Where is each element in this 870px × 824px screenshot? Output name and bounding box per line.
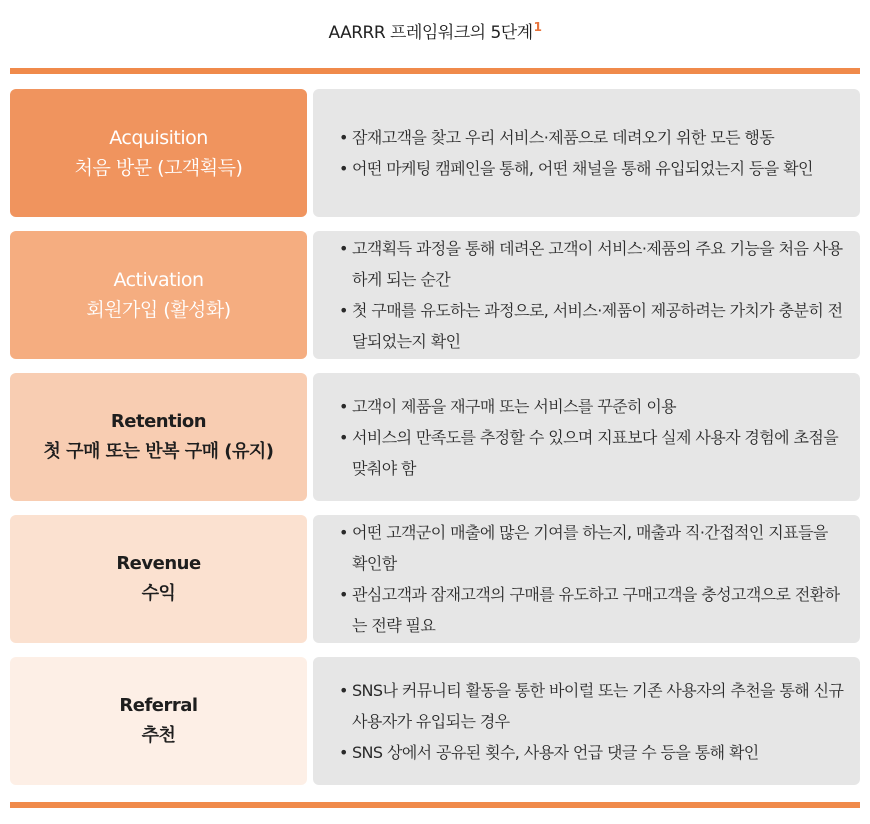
title-text: AARRR 프레임워크의 5단계	[328, 23, 533, 43]
stage-description-box	[313, 657, 860, 785]
stage-row-retention	[10, 373, 860, 501]
stage-row-acquisition	[10, 89, 860, 217]
stage-bullet: • 관심고객과 잠재고객의 구매를 유도하고 구매고객을 충성고객으로 전환하는 전략 필요	[339, 579, 844, 641]
stage-label-box	[10, 515, 307, 643]
stage-name-ko: 처음 방문 (고객획득)	[74, 157, 243, 179]
stage-label-box	[10, 89, 307, 217]
stage-bullet: • 첫 구매를 유도하는 과정으로, 서비스·제품이 제공하려는 가치가 충분히 전달되었는지 확인	[339, 295, 844, 357]
stage-label-box	[10, 657, 307, 785]
stage-name-en: Acquisition	[109, 127, 208, 149]
stage-row-activation	[10, 231, 860, 359]
stage-bullet: • 어떤 고객군이 매출에 많은 기여를 하는지, 매출과 직·간접적인 지표들을 확인함	[339, 517, 844, 579]
stage-description-box	[313, 89, 860, 217]
stage-bullet: • SNS나 커뮤니티 활동을 통한 바이럴 또는 기존 사용자의 추천을 통해 신규 사용자가 유입되는 경우	[339, 675, 844, 737]
stage-name-en: Activation	[113, 269, 204, 291]
stage-name-ko: 추천	[141, 725, 176, 746]
stage-name-en: Referral	[119, 695, 198, 716]
title-footnote-mark: 1	[533, 20, 542, 35]
stage-description-box	[313, 373, 860, 501]
stage-label-box	[10, 373, 307, 501]
stage-bullet: • 고객이 제품을 재구매 또는 서비스를 꾸준히 이용	[339, 391, 844, 422]
stage-name-en: Revenue	[116, 553, 201, 574]
stage-description-box	[313, 231, 860, 359]
stage-name-ko: 회원가입 (활성화)	[86, 299, 231, 321]
stage-label-box	[10, 231, 307, 359]
stage-row-revenue	[10, 515, 860, 643]
stage-bullet: • 잠재고객을 찾고 우리 서비스·제품으로 데려오기 위한 모든 행동	[339, 122, 844, 153]
stage-name-ko: 수익	[141, 583, 176, 604]
top-divider	[10, 68, 860, 74]
stage-bullet: • 서비스의 만족도를 추정할 수 있으며 지표보다 실제 사용자 경험에 초점을 맞춰야 함	[339, 422, 844, 484]
stage-bullet: • 고객획득 과정을 통해 데려온 고객이 서비스·제품의 주요 기능을 처음 사용하게 되는 순간	[339, 233, 844, 295]
bottom-divider	[10, 802, 860, 808]
stage-name-en: Retention	[110, 411, 207, 432]
page-title	[0, 18, 870, 43]
stage-description-box	[313, 515, 860, 643]
stage-bullet: • SNS 상에서 공유된 횟수, 사용자 언급 댓글 수 등을 통해 확인	[339, 737, 844, 768]
stage-row-referral	[10, 657, 860, 785]
stage-name-ko: 첫 구매 또는 반복 구매 (유지)	[43, 441, 274, 462]
stage-bullet: • 어떤 마케팅 캠페인을 통해, 어떤 채널을 통해 유입되었는지 등을 확인	[339, 153, 844, 184]
